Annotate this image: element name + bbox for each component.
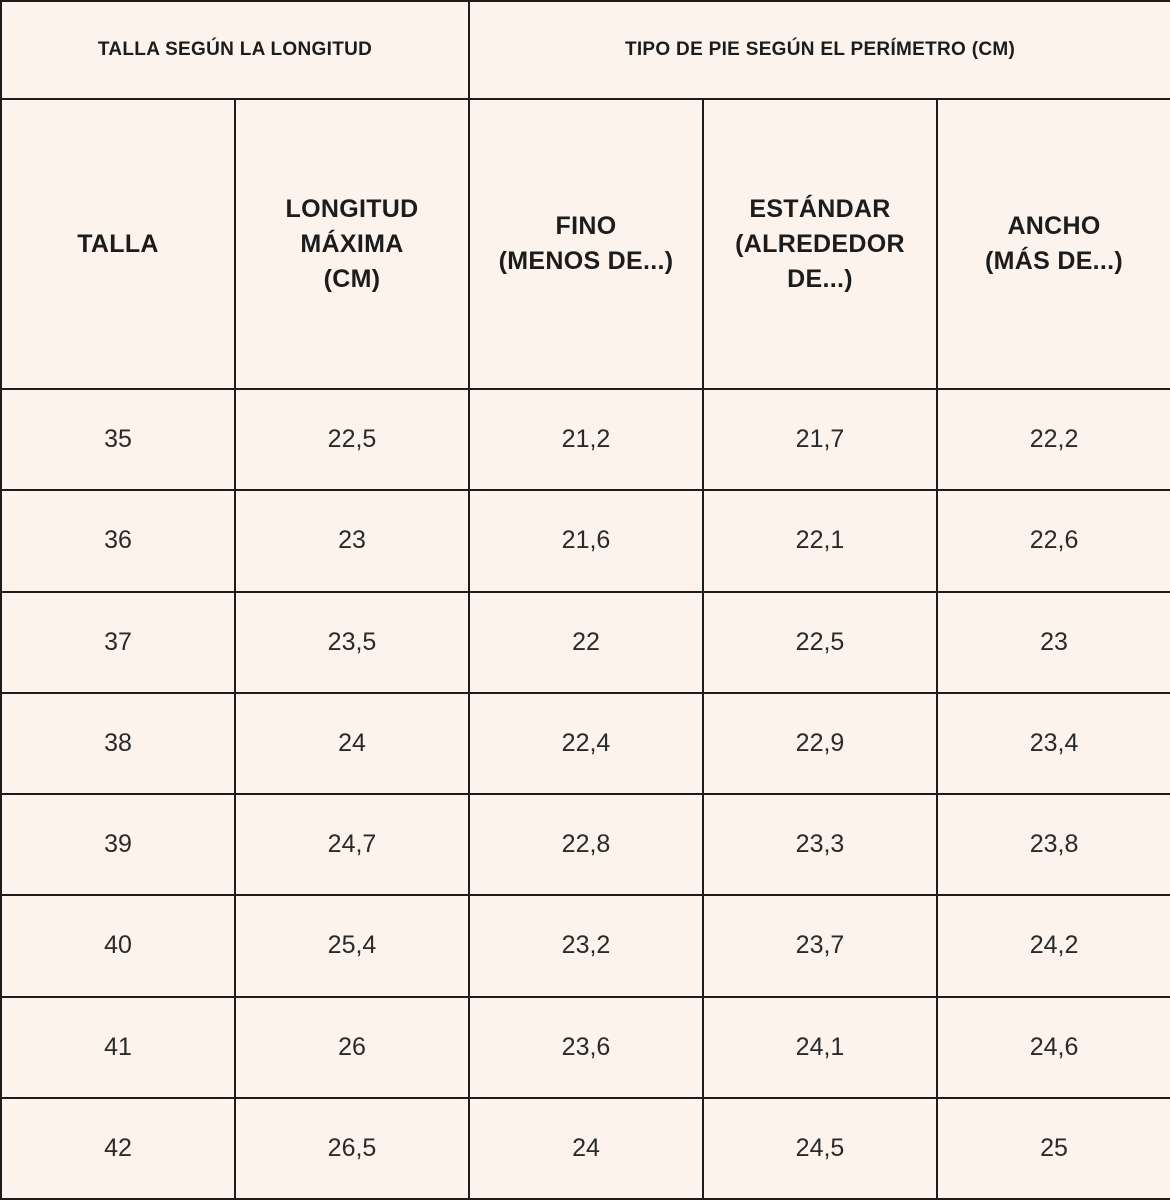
cell-talla: 41 (1, 997, 235, 1098)
cell-fino: 21,6 (469, 490, 703, 591)
header-line: FINO (555, 212, 617, 240)
cell-fino: 22 (469, 592, 703, 693)
cell-estandar: 24,5 (703, 1098, 937, 1199)
column-header-fino (469, 99, 703, 389)
header-line: ANCHO (1007, 212, 1101, 240)
cell-ancho: 22,2 (937, 389, 1170, 490)
cell-ancho: 24,2 (937, 895, 1170, 996)
cell-talla: 37 (1, 592, 235, 693)
cell-longitud: 22,5 (235, 389, 469, 490)
cell-estandar: 23,7 (703, 895, 937, 996)
cell-estandar: 24,1 (703, 997, 937, 1098)
cell-ancho: 23,4 (937, 693, 1170, 794)
column-header-talla (1, 99, 235, 389)
table-row (1, 794, 1170, 895)
table-row (1, 1098, 1170, 1199)
cell-ancho: 23,8 (937, 794, 1170, 895)
cell-estandar: 21,7 (703, 389, 937, 490)
column-header-longitud (235, 99, 469, 389)
cell-estandar: 22,9 (703, 693, 937, 794)
header-line: ESTÁNDAR (749, 194, 891, 223)
table-row (1, 389, 1170, 490)
cell-talla: 40 (1, 895, 235, 996)
cell-ancho: 22,6 (937, 490, 1170, 591)
table-row (1, 693, 1170, 794)
header-line: LONGITUD (285, 194, 419, 223)
cell-talla: 38 (1, 693, 235, 794)
cell-fino: 23,2 (469, 895, 703, 996)
cell-ancho: 25 (937, 1098, 1170, 1199)
cell-talla: 35 (1, 389, 235, 490)
table-row (1, 997, 1170, 1098)
cell-estandar: 22,5 (703, 592, 937, 693)
header-line: (MENOS DE...) (498, 247, 674, 275)
cell-ancho: 23 (937, 592, 1170, 693)
header-line: TALLA (77, 229, 159, 258)
cell-estandar: 22,1 (703, 490, 937, 591)
cell-longitud: 26 (235, 997, 469, 1098)
cell-talla: 39 (1, 794, 235, 895)
table-row (1, 490, 1170, 591)
cell-longitud: 26,5 (235, 1098, 469, 1199)
header-line: DE...) (787, 264, 853, 293)
group-header-row (1, 1, 1170, 99)
column-header-estandar (703, 99, 937, 389)
header-line: MÁXIMA (300, 229, 404, 258)
group-header-perimeter: TIPO DE PIE SEGÚN EL PERÍMETRO (CM) (469, 1, 1170, 99)
cell-talla: 36 (1, 490, 235, 591)
header-line: (ALREDEDOR (735, 229, 905, 258)
table-row (1, 592, 1170, 693)
table-row (1, 895, 1170, 996)
cell-fino: 21,2 (469, 389, 703, 490)
cell-fino: 24 (469, 1098, 703, 1199)
group-header-length: TALLA SEGÚN LA LONGITUD (1, 1, 469, 99)
cell-ancho: 24,6 (937, 997, 1170, 1098)
cell-longitud: 24 (235, 693, 469, 794)
header-line: (CM) (323, 264, 381, 293)
column-header-row (1, 99, 1170, 389)
cell-longitud: 23 (235, 490, 469, 591)
cell-estandar: 23,3 (703, 794, 937, 895)
cell-fino: 23,6 (469, 997, 703, 1098)
cell-longitud: 23,5 (235, 592, 469, 693)
cell-longitud: 25,4 (235, 895, 469, 996)
cell-longitud: 24,7 (235, 794, 469, 895)
column-header-ancho (937, 99, 1170, 389)
cell-talla: 42 (1, 1098, 235, 1199)
cell-fino: 22,4 (469, 693, 703, 794)
header-line: (MÁS DE...) (985, 247, 1124, 275)
cell-fino: 22,8 (469, 794, 703, 895)
